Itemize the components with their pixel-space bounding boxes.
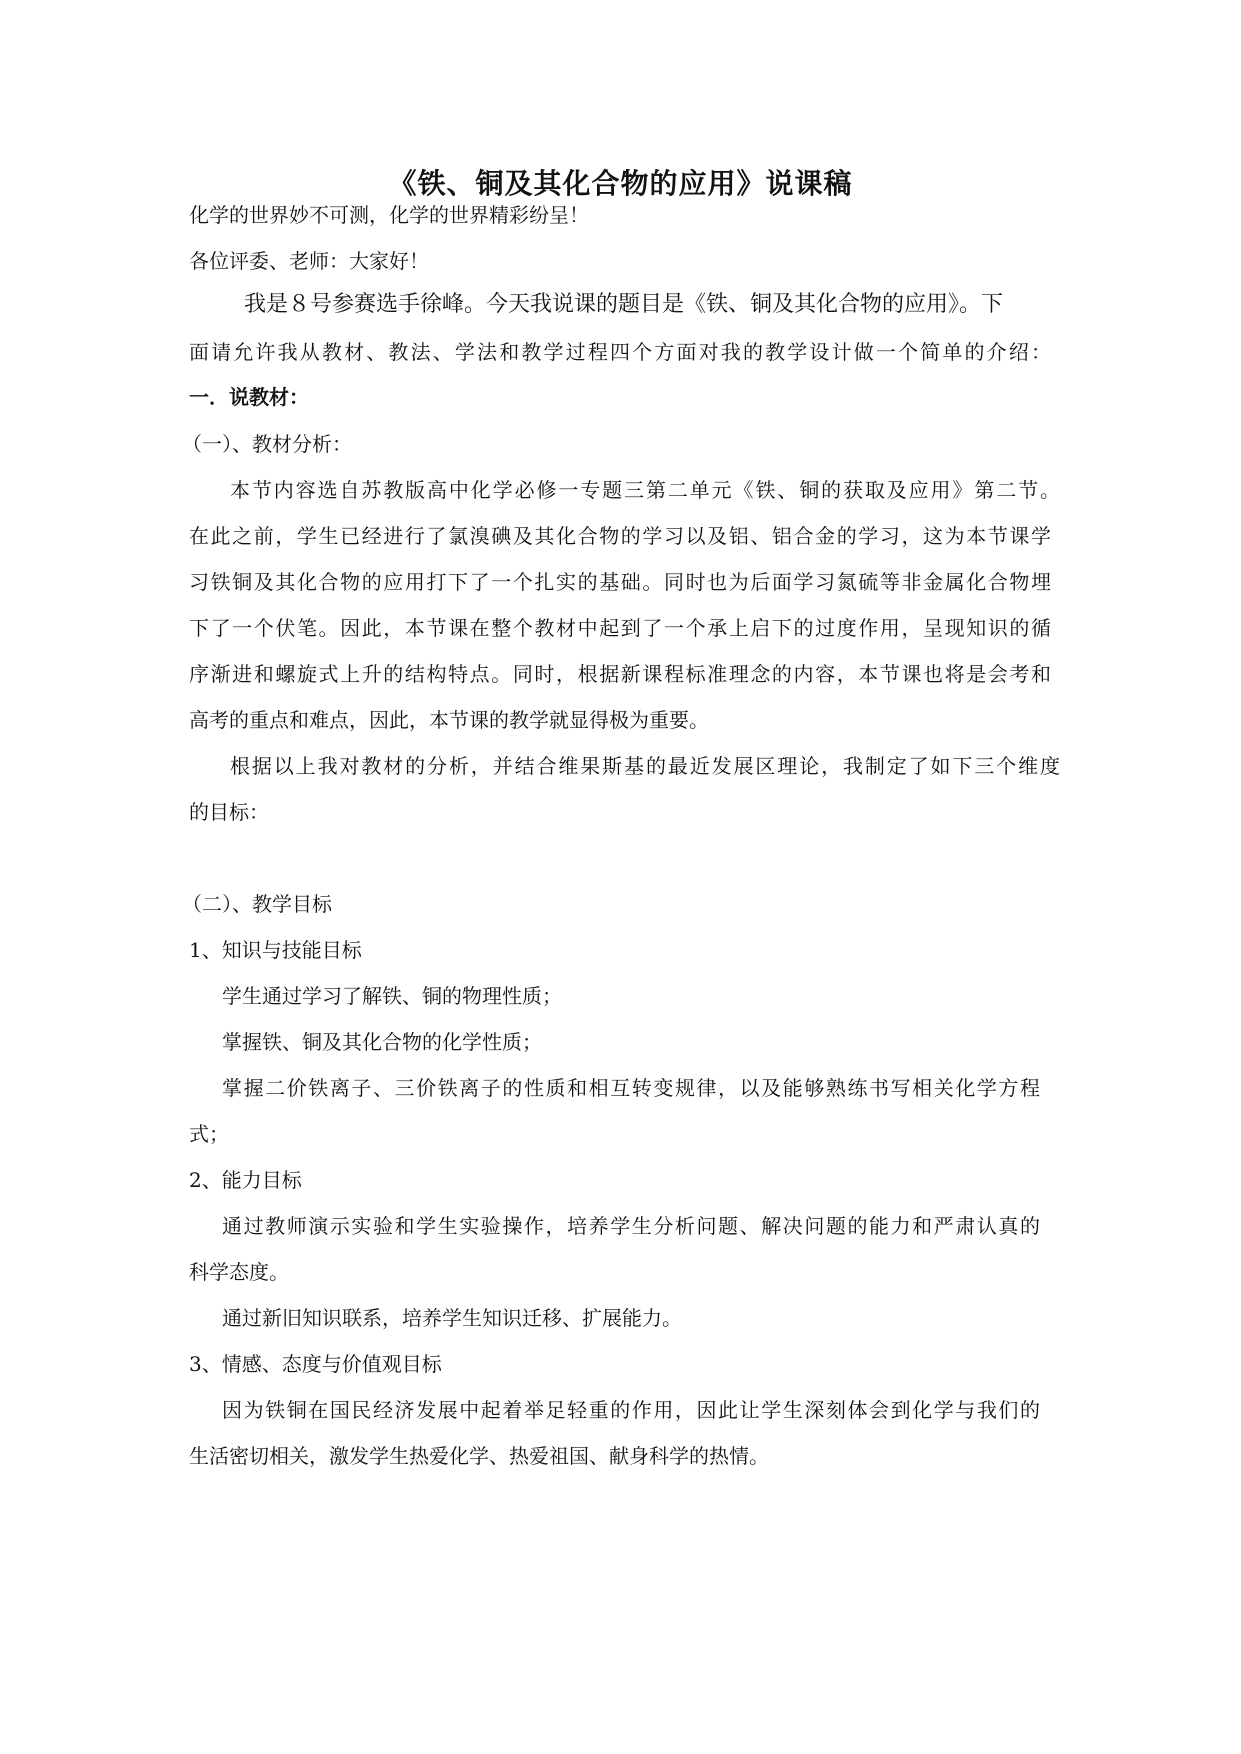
paragraph-line: 本节内容选自苏教版高中化学必修一专题三第二单元《铁、铜的获取及应用》第二节。 — [230, 478, 1060, 502]
goal-heading: 3、情感、态度与价值观目标 — [189, 1352, 442, 1376]
subsection-heading: （二）、教学目标 — [182, 892, 332, 916]
intro-paragraph-line: 我是８号参赛选手徐峰。今天我说课的题目是《铁、铜及其化合物的应用》。下 — [244, 292, 1004, 317]
section-heading: 一．说教材： — [189, 385, 309, 409]
paragraph-line: 在此之前，学生已经进行了氯溴碘及其化合物的学习以及铝、铝合金的学习，这为本节课学 — [189, 524, 1051, 548]
paragraph-line: 高考的重点和难点，因此，本节课的教学就显得极为重要。 — [189, 708, 709, 732]
intro-line-2: 各位评委、老师：大家好！ — [189, 249, 429, 273]
goal-heading: 2、能力目标 — [189, 1168, 302, 1192]
paragraph-line: 根据以上我对教材的分析，并结合维果斯基的最近发展区理论，我制定了如下三个维度 — [230, 754, 1060, 778]
goal-item: 通过教师演示实验和学生实验操作，培养学生分析问题、解决问题的能力和严肃认真的 — [222, 1214, 1040, 1238]
goal-item: 科学态度。 — [189, 1260, 289, 1284]
goal-heading: 1、知识与技能目标 — [189, 938, 362, 962]
goal-item: 通过新旧知识联系，培养学生知识迁移、扩展能力。 — [222, 1306, 682, 1330]
intro-paragraph-line: 面请允许我从教材、教法、学法和教学过程四个方面对我的教学设计做一个简单的介绍： — [189, 340, 1051, 364]
goal-item: 式； — [189, 1122, 229, 1146]
paragraph-line: 的目标： — [189, 800, 269, 824]
paragraph-line: 序渐进和螺旋式上升的结构特点。同时，根据新课程标准理念的内容，本节课也将是会考和 — [189, 662, 1051, 686]
paragraph-line: 下了一个伏笔。因此，本节课在整个教材中起到了一个承上启下的过度作用，呈现知识的循 — [189, 616, 1051, 640]
goal-item: 生活密切相关，激发学生热爱化学、热爱祖国、献身科学的热情。 — [189, 1444, 769, 1468]
intro-line-1: 化学的世界妙不可测，化学的世界精彩纷呈！ — [189, 203, 589, 227]
page-title: 《铁、铜及其化合物的应用》说课稿 — [388, 167, 853, 200]
paragraph-line: 习铁铜及其化合物的应用打下了一个扎实的基础。同时也为后面学习氮硫等非金属化合物埋 — [189, 570, 1051, 594]
goal-item: 因为铁铜在国民经济发展中起着举足轻重的作用，因此让学生深刻体会到化学与我们的 — [222, 1398, 1040, 1422]
subsection-heading: （一）、教材分析： — [182, 432, 352, 456]
goal-item: 掌握二价铁离子、三价铁离子的性质和相互转变规律，以及能够熟练书写相关化学方程 — [222, 1076, 1040, 1100]
goal-item: 学生通过学习了解铁、铜的物理性质； — [222, 984, 562, 1008]
goal-item: 掌握铁、铜及其化合物的化学性质； — [222, 1030, 542, 1054]
